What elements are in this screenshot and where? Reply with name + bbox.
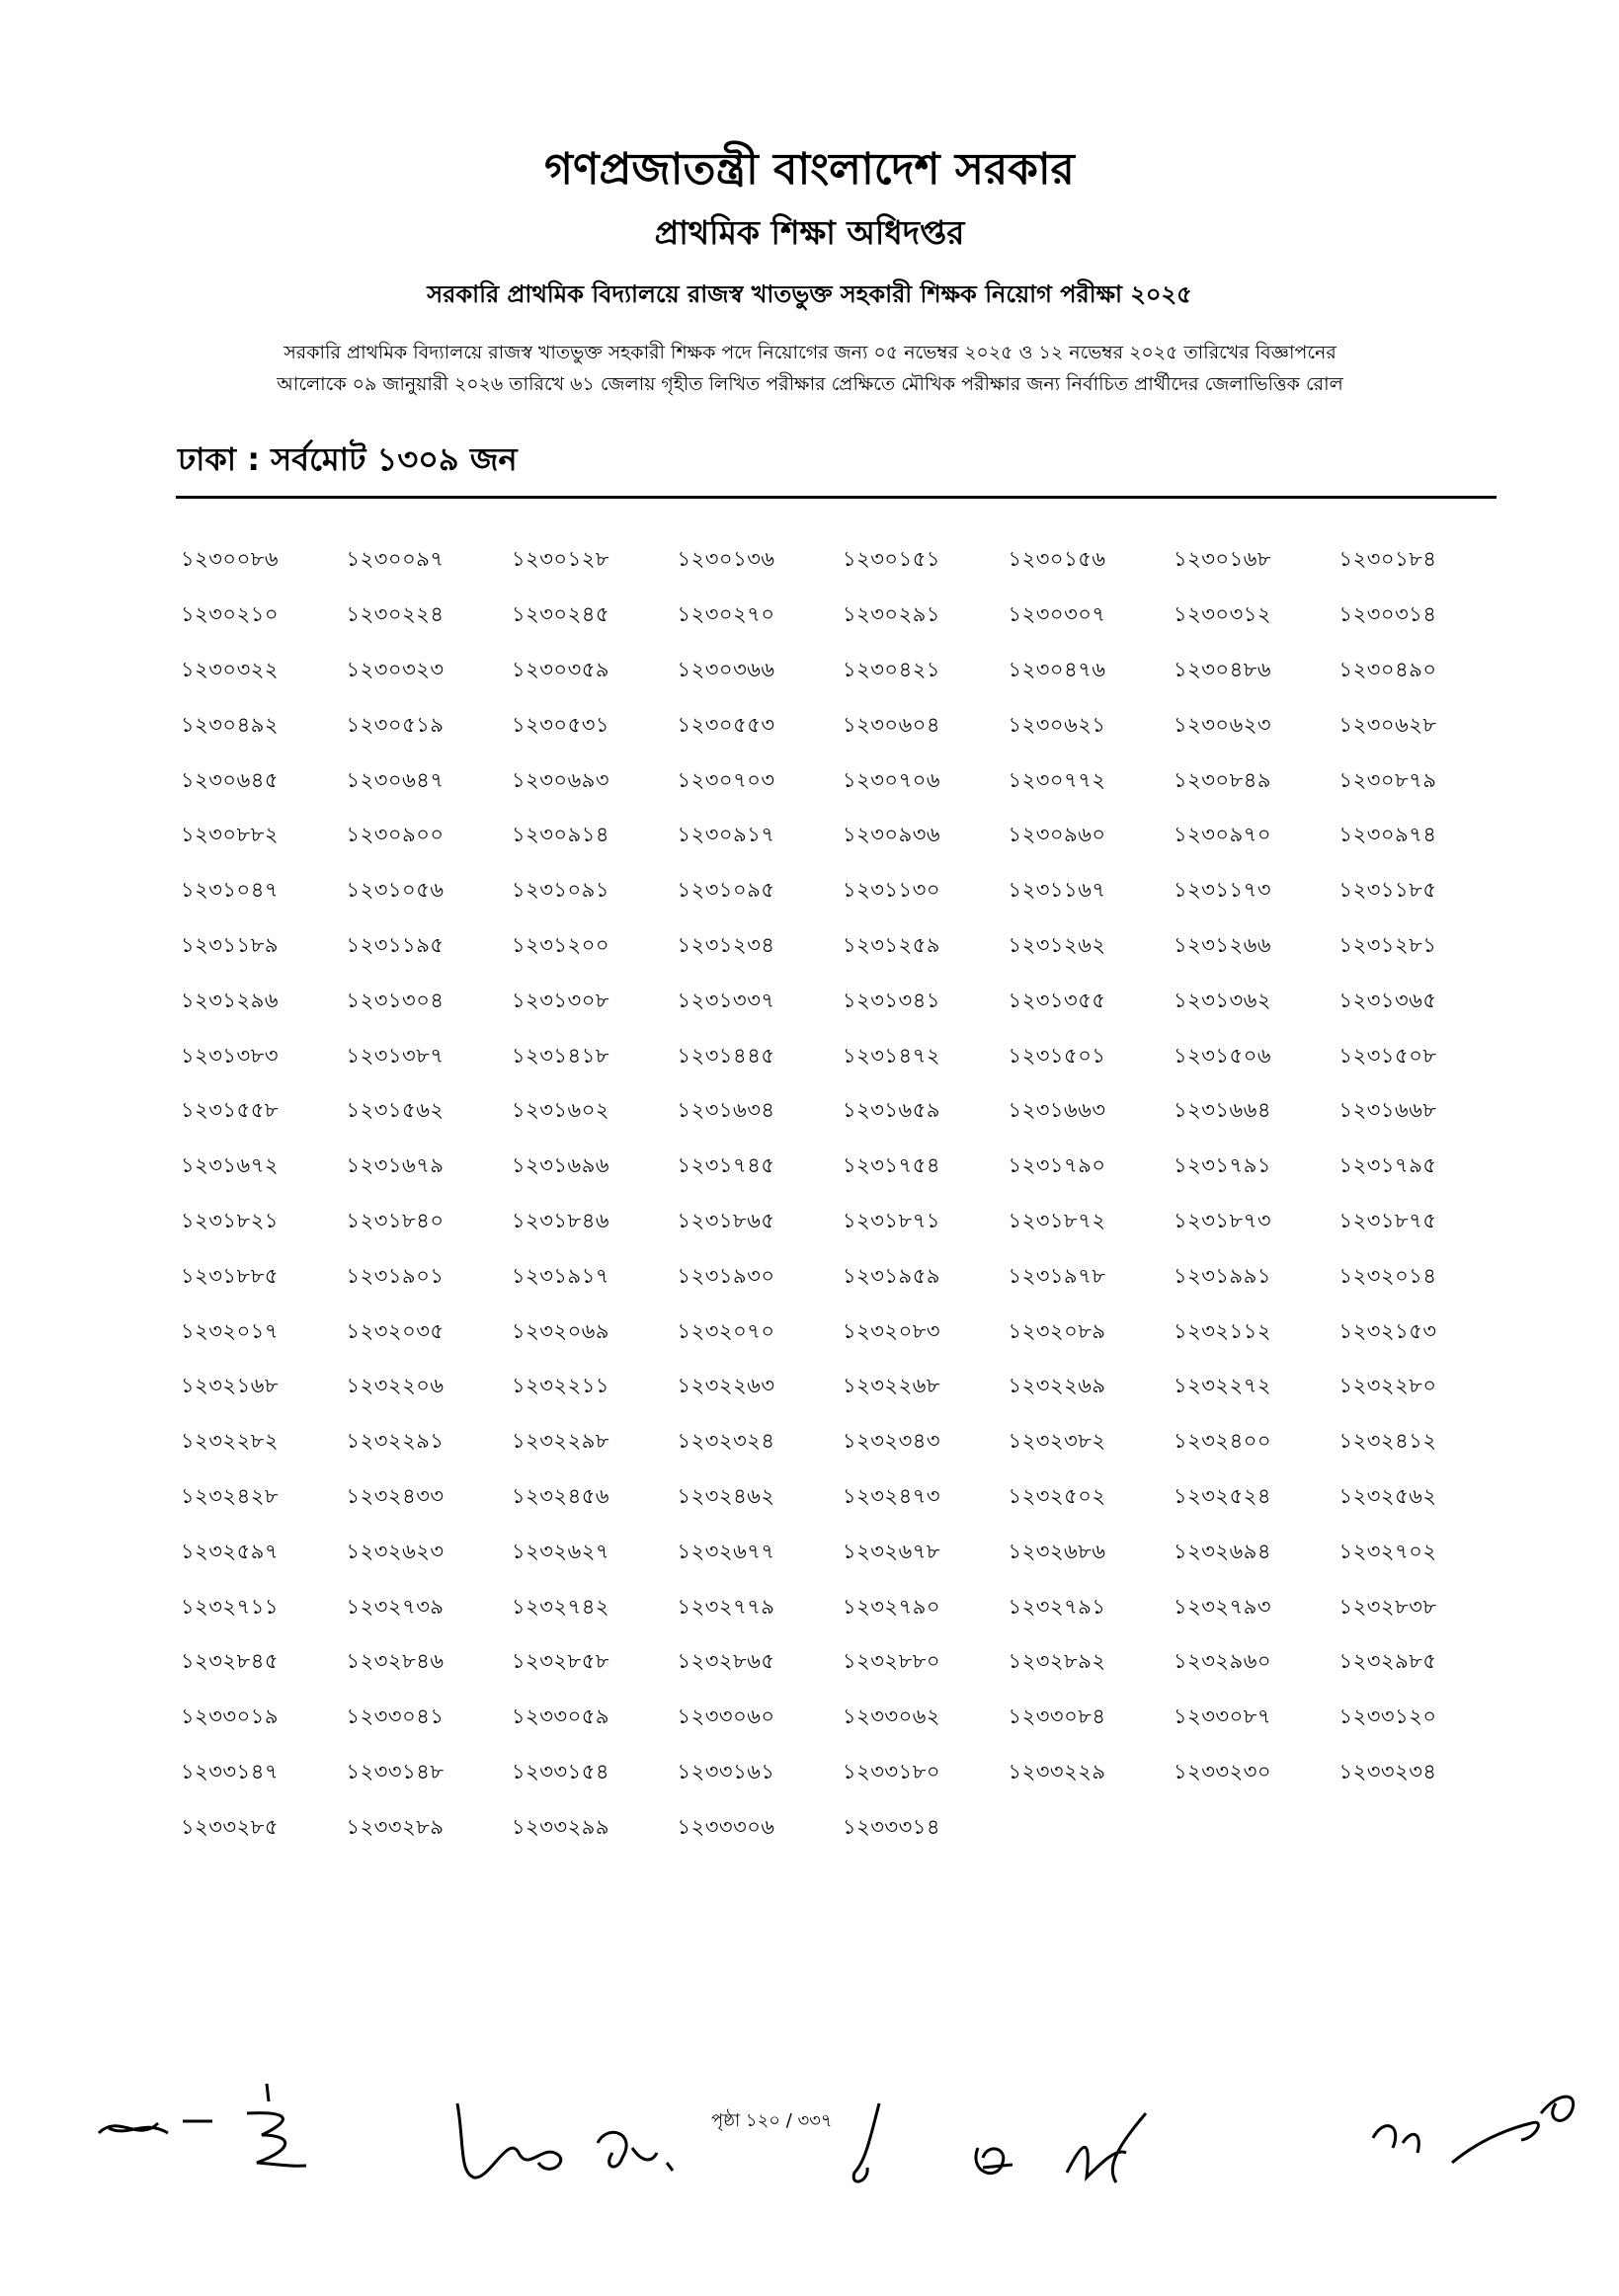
roll-number: ১২৩০৩৫৯ — [512, 657, 609, 681]
roll-row — [181, 1415, 1504, 1470]
roll-row — [181, 864, 1504, 919]
roll-number: ১২৩০৯১৪ — [512, 823, 609, 847]
roll-number: ১২৩২৮৬৫ — [677, 1649, 775, 1674]
roll-number: ১২৩০৬৯৩ — [512, 767, 610, 792]
roll-number: ১২৩৩২৮৫ — [181, 1814, 279, 1839]
roll-number: ১২৩৩১৮০ — [843, 1759, 940, 1783]
roll-number: ১২৩১৬৩৪ — [677, 1098, 775, 1123]
roll-row — [181, 1084, 1504, 1140]
roll-number: ১২৩১৬৭২ — [181, 1153, 280, 1178]
roll-number: ১২৩১৩৬২ — [1174, 988, 1272, 1012]
roll-number: ১২৩১৩৬৫ — [1338, 988, 1437, 1012]
roll-number: ১২৩১৩৪১ — [843, 988, 940, 1012]
roll-number: ১২৩২৫০২ — [1008, 1483, 1106, 1508]
department-title: প্রাথমিক শিক্ষা অধিদপ্তর — [654, 213, 965, 252]
roll-number: ১২৩২৫৯৭ — [181, 1539, 279, 1563]
roll-number: ১২৩২৩৮২ — [1008, 1429, 1106, 1454]
roll-row — [181, 1195, 1504, 1250]
roll-number: ১২৩১৩৫৫ — [1008, 988, 1106, 1012]
roll-number: ১২৩১৩০৮ — [512, 988, 609, 1012]
roll-number: ১২৩১৯১৭ — [512, 1263, 609, 1288]
roll-number: ১২৩২২৬৩ — [677, 1374, 775, 1398]
roll-number: ১২৩২১৫৩ — [1338, 1318, 1437, 1343]
roll-number: ১২৩২৭০২ — [1338, 1539, 1437, 1563]
roll-row — [181, 1029, 1504, 1084]
roll-number: ১২৩১৬৬৮ — [1338, 1098, 1437, 1123]
roll-number: ১২৩০৪৯০ — [1338, 657, 1437, 681]
roll-number: ১২৩১১৬৭ — [1008, 878, 1106, 903]
roll-number: ১২৩২২৯১ — [346, 1429, 445, 1454]
roll-number: ১২৩১০৯৫ — [677, 878, 775, 903]
roll-number: ১২৩১৮৭২ — [1008, 1208, 1106, 1232]
roll-number: ১২৩১৫০১ — [1008, 1043, 1106, 1068]
roll-number: ১২৩৩২২৯ — [1008, 1759, 1106, 1783]
roll-number: ১২৩১৯৯১ — [1174, 1263, 1271, 1288]
roll-number: ১২৩২৭৪২ — [512, 1594, 610, 1619]
roll-number: ১২৩২০১৭ — [181, 1318, 280, 1343]
roll-number: ১২৩১৩৩৭ — [677, 988, 775, 1012]
roll-number: ১২৩২৬৭৮ — [843, 1539, 941, 1563]
roll-number: ১২৩১৬৫৯ — [843, 1098, 940, 1123]
roll-number: ১২৩২৬৮৬ — [1008, 1539, 1106, 1563]
roll-number: ১২৩১৭৯০ — [1008, 1153, 1106, 1178]
roll-number: ১২৩১৬৬৩ — [1008, 1098, 1106, 1123]
roll-number: ১২৩২৭১১ — [181, 1594, 279, 1619]
roll-number: ১২৩২১১২ — [1174, 1318, 1271, 1343]
roll-number: ১২৩১৮৮৫ — [181, 1263, 279, 1288]
roll-row — [181, 809, 1504, 864]
roll-number: ১২৩০৬৪৭ — [346, 767, 445, 792]
roll-number: ১২৩২৮৪৬ — [346, 1649, 445, 1674]
roll-number: ১২৩০৪৯২ — [181, 712, 279, 737]
roll-number: ১২৩১৬৯৬ — [512, 1153, 609, 1178]
roll-number: ১২৩০২১০ — [181, 602, 280, 627]
roll-number: ১২৩২৪২৮ — [181, 1483, 279, 1508]
roll-number: ১২৩১০৫৬ — [346, 878, 445, 903]
roll-number: ১২৩১১৩০ — [843, 878, 940, 903]
roll-number: ১২৩০৪২১ — [843, 657, 940, 681]
roll-number: ১২৩০৯৭০ — [1174, 823, 1272, 847]
roll-number: ১২৩২৬২৭ — [512, 1539, 610, 1563]
roll-number: ১২৩০৩১৪ — [1338, 602, 1437, 627]
roll-number: ১২৩২৬২৩ — [346, 1539, 445, 1563]
roll-number: ১২৩১৬৬৪ — [1174, 1098, 1271, 1123]
roll-number: ১২৩১৩০৪ — [346, 988, 445, 1012]
roll-number: ১২৩৩২৩৪ — [1338, 1759, 1437, 1783]
roll-number: ১২৩২৯৬০ — [1174, 1649, 1272, 1674]
roll-number: ১২৩১২৫৯ — [843, 932, 940, 957]
roll-number: ১২৩২৯৮৫ — [1338, 1649, 1437, 1674]
roll-number: ১২৩০৬২৮ — [1338, 712, 1437, 737]
roll-number: ১২৩৩০৮৪ — [1008, 1704, 1106, 1729]
roll-number: ১২৩২২৭২ — [1174, 1374, 1272, 1398]
roll-number: ১২৩০০৯৭ — [346, 547, 445, 572]
roll-row — [181, 919, 1504, 975]
roll-number: ১২৩২৭৩৯ — [346, 1594, 445, 1619]
roll-number: ১২৩১১৭৩ — [1174, 878, 1271, 903]
notice-line-2: আলোকে ০৯ জানুয়ারী ২০২৬ তারিখে ৬১ জেলায় গৃহীত লিখিত পরীক্ষার প্রেক্ষিতে মৌখিক পরীক্ষার জন্য নির্বাচিত প্রার্থীদের জেলাভিত্তিক রোল — [277, 373, 1343, 395]
roll-row — [181, 1525, 1504, 1580]
roll-number: ১২৩০২৭০ — [677, 602, 775, 627]
roll-number: ১২৩০২২৪ — [346, 602, 445, 627]
roll-number: ১২৩২৬৯৪ — [1174, 1539, 1271, 1563]
roll-row — [181, 1470, 1504, 1526]
roll-number: ১২৩০১৫১ — [843, 547, 940, 572]
roll-number: ১২৩১২০০ — [512, 932, 610, 957]
signature-2-icon — [449, 2094, 746, 2192]
roll-number: ১২৩০১৫৬ — [1008, 547, 1106, 572]
roll-number: ১২৩১৯৫৯ — [843, 1263, 940, 1288]
roll-number: ১২৩১৫৬২ — [346, 1098, 445, 1123]
roll-row — [181, 1691, 1504, 1746]
roll-number: ১২৩০১৬৮ — [1174, 547, 1271, 572]
roll-number: ১২৩০৫৩১ — [512, 712, 609, 737]
government-title: গণপ্রজাতন্ত্রী বাংলাদেশ সরকার — [544, 144, 1075, 195]
roll-number: ১২৩২১৬৮ — [181, 1374, 279, 1398]
roll-number: ১২৩২০৮৯ — [1008, 1318, 1106, 1343]
roll-number: ১২৩১৭৯৫ — [1338, 1153, 1437, 1178]
roll-number: ১২৩৩০১৯ — [181, 1704, 279, 1729]
roll-number: ১২৩৩০৬২ — [843, 1704, 941, 1729]
roll-number: ১২৩২৮৩৮ — [1338, 1594, 1437, 1619]
roll-number: ১২৩০৯০০ — [346, 823, 445, 847]
roll-number: ১২৩২৮৯২ — [1008, 1649, 1106, 1674]
roll-row — [181, 1249, 1504, 1305]
roll-row — [181, 753, 1504, 809]
roll-number: ১২৩৩০৮৭ — [1174, 1704, 1272, 1729]
roll-number: ১২৩৩১২০ — [1338, 1704, 1437, 1729]
roll-number: ১২৩১১৯৫ — [346, 932, 445, 957]
roll-number: ১২৩২৩২৪ — [677, 1429, 775, 1454]
roll-number: ১২৩২০৬৯ — [512, 1318, 610, 1343]
roll-number: ১২৩১৭৪৫ — [677, 1153, 775, 1178]
roll-number: ১২৩২৪৬২ — [677, 1483, 775, 1508]
roll-number: ১২৩৩১৬১ — [677, 1759, 775, 1783]
roll-number: ১২৩১৬০২ — [512, 1098, 610, 1123]
roll-number: ১২৩২০৭০ — [677, 1318, 775, 1343]
roll-number: ১২৩২৭৯৩ — [1174, 1594, 1272, 1619]
roll-number: ১২৩২৬৭৭ — [677, 1539, 775, 1563]
roll-number: ১২৩৩২৯৯ — [512, 1814, 609, 1839]
roll-row — [181, 1800, 1504, 1856]
roll-number: ১২৩০১২৮ — [512, 547, 609, 572]
roll-number: ১২৩২৭৯০ — [843, 1594, 941, 1619]
roll-number: ১২৩২০১৪ — [1338, 1263, 1437, 1288]
roll-number: ১২৩৩৩০৬ — [677, 1814, 775, 1839]
district-total-heading: ঢাকা : সর্বমোট ১৩০৯ জন — [178, 440, 518, 478]
roll-number: ১২৩২৪৭৩ — [843, 1483, 941, 1508]
roll-row — [181, 974, 1504, 1029]
roll-number: ১২৩২২৮০ — [1338, 1374, 1437, 1398]
roll-number: ১২৩০২৯১ — [843, 602, 940, 627]
roll-number: ১২৩২২৬৮ — [843, 1374, 941, 1398]
roll-number: ১২৩১৪৪৫ — [677, 1043, 775, 1068]
roll-number: ১২৩০৯৩৬ — [843, 823, 941, 847]
roll-number: ১২৩২৭৯১ — [1008, 1594, 1106, 1619]
roll-number: ১২৩২০৩৫ — [346, 1318, 445, 1343]
roll-number: ১২৩০৪৮৬ — [1174, 657, 1271, 681]
roll-number: ১২৩০৮৭৯ — [1338, 767, 1437, 792]
roll-number: ১২৩০৫১৯ — [346, 712, 445, 737]
roll-number: ১২৩২৫৬২ — [1338, 1483, 1437, 1508]
roll-number: ১২৩২২৬৯ — [1008, 1374, 1106, 1398]
roll-row — [181, 644, 1504, 699]
roll-number-grid — [181, 533, 1504, 1856]
roll-number: ১২৩৩২৮৯ — [346, 1814, 445, 1839]
roll-number: ১২৩৩০৪১ — [346, 1704, 445, 1729]
exam-title: সরকারি প্রাথমিক বিদ্যালয়ে রাজস্ব খাতভুক্ত সহকারী শিক্ষক নিয়োগ পরীক্ষা ২০২৫ — [427, 280, 1192, 308]
roll-number: ১২৩৩১৪৮ — [346, 1759, 445, 1783]
roll-number: ১২৩১৯৩০ — [677, 1263, 775, 1288]
roll-number: ১২৩১৫০৬ — [1174, 1043, 1271, 1068]
roll-number: ১২৩০৬৪৫ — [181, 767, 279, 792]
roll-number: ১২৩০০৮৬ — [181, 547, 280, 572]
page-number: পৃষ্ঠা ১২০ / ৩৩৭ — [711, 2110, 833, 2131]
roll-row — [181, 533, 1504, 589]
roll-number: ১২৩১৯০১ — [346, 1263, 445, 1288]
roll-row — [181, 589, 1504, 644]
roll-number: ১২৩৩৩১৪ — [843, 1814, 940, 1839]
roll-number: ১২৩৩০৫৯ — [512, 1704, 609, 1729]
roll-number: ১২৩০৩০৭ — [1008, 602, 1106, 627]
roll-number: ১২৩২৪৩৩ — [346, 1483, 445, 1508]
roll-number: ১২৩০৩২২ — [181, 657, 280, 681]
roll-number: ১২৩২৪৫৬ — [512, 1483, 609, 1508]
roll-number: ১২৩০৩২৩ — [346, 657, 445, 681]
roll-number: ১২৩১৭৫৪ — [843, 1153, 940, 1178]
roll-number: ১২৩৩১৪৭ — [181, 1759, 279, 1783]
roll-number: ১২৩১৮৬৫ — [677, 1208, 775, 1232]
roll-number: ১২৩০৬২৩ — [1174, 712, 1272, 737]
roll-number: ১২৩০৪৭৬ — [1008, 657, 1106, 681]
roll-number: ১২৩১৯৭৮ — [1008, 1263, 1106, 1288]
roll-number: ১২৩১০৯১ — [512, 878, 609, 903]
roll-number: ১২৩২৪১২ — [1338, 1429, 1437, 1454]
roll-number: ১২৩২৮৪৫ — [181, 1649, 279, 1674]
roll-number: ১২৩০১৩৬ — [677, 547, 775, 572]
roll-number: ১২৩১৮৭১ — [843, 1208, 940, 1232]
roll-number: ১২৩১০৪৭ — [181, 878, 279, 903]
roll-number: ১২৩২৫২৪ — [1174, 1483, 1271, 1508]
roll-row — [181, 1635, 1504, 1691]
notice-line-1: সরকারি প্রাথমিক বিদ্যালয়ে রাজস্ব খাতভুক্ত সহকারী শিক্ষক পদে নিয়োগের জন্য ০৫ নভেম্বর ২০২৫ ও ১২ নভেম্বর ২০২৫ তারিখের বিজ্ঞাপনের — [283, 342, 1336, 363]
roll-number: ১২৩২২৯৮ — [512, 1429, 609, 1454]
roll-number: ১২৩১৬৭৯ — [346, 1153, 445, 1178]
roll-row — [181, 1580, 1504, 1635]
roll-number: ১২৩২২৮২ — [181, 1429, 280, 1454]
roll-number: ১২৩২৮৮০ — [843, 1649, 940, 1674]
roll-number: ১২৩১২৬৬ — [1174, 932, 1272, 957]
roll-number: ১২৩৩০৬০ — [677, 1704, 775, 1729]
roll-number: ১২৩০৯১৭ — [677, 823, 775, 847]
roll-number: ১২৩০৮৮২ — [181, 823, 279, 847]
signature-3-icon — [820, 2094, 1195, 2202]
roll-row — [181, 698, 1504, 753]
roll-number: ১২৩১৭৯১ — [1174, 1153, 1271, 1178]
roll-number: ১২৩১৩৮৭ — [346, 1043, 445, 1068]
roll-number: ১২৩২৮৫৮ — [512, 1649, 609, 1674]
roll-number: ১২৩০৮৪৯ — [1174, 767, 1271, 792]
signature-1-icon — [89, 2074, 306, 2182]
roll-number: ১২৩২৭৭৯ — [677, 1594, 775, 1619]
roll-number: ১২৩১২৬২ — [1008, 932, 1106, 957]
roll-number: ১২৩০৭০৩ — [677, 767, 775, 792]
roll-number: ১২৩০৬২১ — [1008, 712, 1106, 737]
roll-number: ১২৩২২১১ — [512, 1374, 609, 1398]
roll-number: ১২৩০১৮৪ — [1338, 547, 1437, 572]
roll-number: ১২৩০৭০৬ — [843, 767, 941, 792]
roll-row — [181, 1305, 1504, 1360]
roll-number: ১২৩০৯৭৪ — [1338, 823, 1437, 847]
roll-number: ১২৩০৩১২ — [1174, 602, 1272, 627]
roll-number: ১২৩২৩৪৩ — [843, 1429, 941, 1454]
roll-row — [181, 1360, 1504, 1415]
roll-row — [181, 1140, 1504, 1195]
roll-number: ১২৩১১৮৫ — [1338, 878, 1437, 903]
roll-number: ১২৩২০৮৩ — [843, 1318, 941, 1343]
roll-number: ১২৩১৮৭৫ — [1338, 1208, 1437, 1232]
roll-number: ১২৩৩২৩০ — [1174, 1759, 1272, 1783]
roll-number: ১২৩০৩৬৬ — [677, 657, 775, 681]
roll-number: ১২৩০২৪৫ — [512, 602, 609, 627]
roll-number: ১২৩১৪৭২ — [843, 1043, 940, 1068]
horizontal-divider — [176, 496, 1497, 499]
roll-number: ১২৩১২৮১ — [1338, 932, 1437, 957]
roll-number: ১২৩১৮৪৬ — [512, 1208, 609, 1232]
roll-number: ১২৩১২৩৪ — [677, 932, 775, 957]
roll-number: ১২৩১৮২১ — [181, 1208, 279, 1232]
roll-row — [181, 1746, 1504, 1801]
roll-number: ১২৩১২৯৬ — [181, 988, 279, 1012]
roll-number: ১২৩৩১৫৪ — [512, 1759, 609, 1783]
roll-number: ১২৩০৯৬০ — [1008, 823, 1106, 847]
roll-number: ১২৩১৫০৮ — [1338, 1043, 1437, 1068]
roll-number: ১২৩২৪০০ — [1174, 1429, 1272, 1454]
roll-number: ১২৩১৩৮৩ — [181, 1043, 279, 1068]
roll-number: ১২৩০৫৫৩ — [677, 712, 775, 737]
signature-4-icon — [1363, 2079, 1600, 2187]
roll-number: ১২৩১৮৪০ — [346, 1208, 445, 1232]
roll-number: ১২৩০৭৭২ — [1008, 767, 1106, 792]
roll-number: ১২৩০৬০৪ — [843, 712, 941, 737]
roll-number: ১২৩১৪১৮ — [512, 1043, 609, 1068]
roll-number: ১২৩১৫৫৮ — [181, 1098, 279, 1123]
roll-number: ১২৩১১৮৯ — [181, 932, 279, 957]
roll-number: ১২৩১৮৭৩ — [1174, 1208, 1271, 1232]
roll-number: ১২৩২২০৬ — [346, 1374, 445, 1398]
